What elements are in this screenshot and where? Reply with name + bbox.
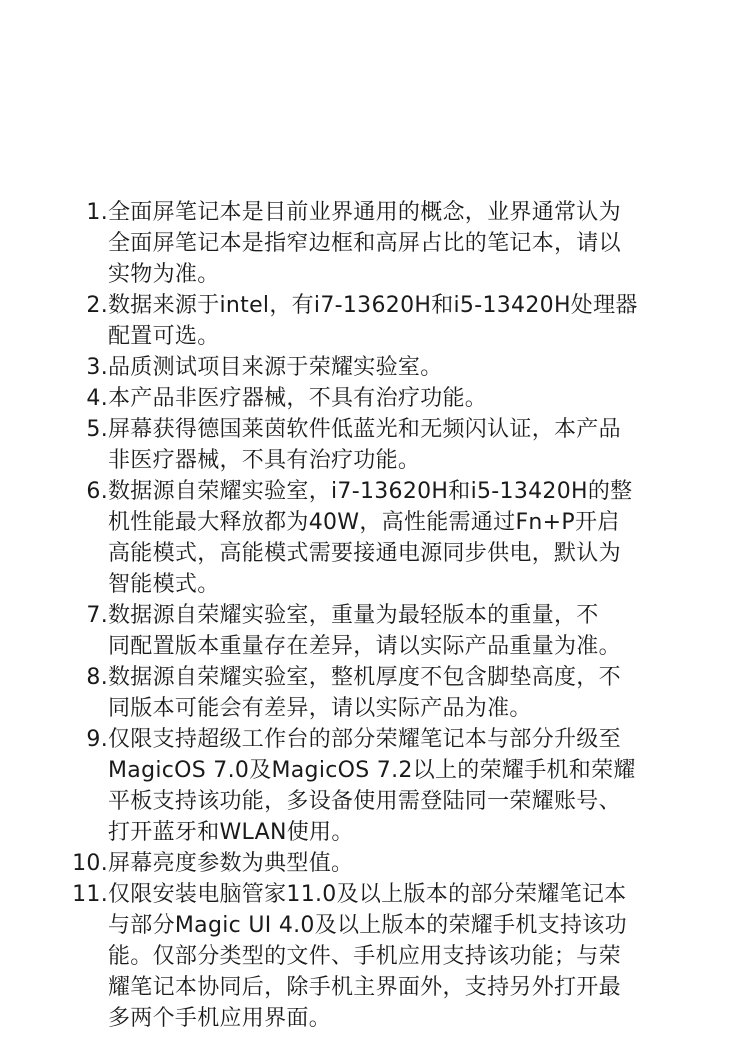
footnote-number: 11.	[72, 882, 108, 907]
footnote-number: 6.	[86, 479, 108, 504]
footnote-3	[68, 352, 668, 383]
footnote-2	[68, 290, 668, 352]
footnote-text: 数据来源于intel，有i7-13620H和i5-13420H处理器 配置可选。	[108, 293, 638, 349]
footnote-6	[68, 476, 668, 600]
footnote-number: 3.	[86, 355, 108, 380]
footnote-5	[68, 414, 668, 476]
footnote-8	[68, 662, 668, 724]
footnote-text: 数据源自荣耀实验室，i7-13620H和i5-13420H的整 机性能最大释放都为40W，高性能需通过Fn+P开启 高能模式，高能模式需要接通电源同步供电，默认为 智能模式。	[108, 479, 633, 597]
footnote-text: 本产品非医疗器械，不具有治疗功能。	[108, 386, 488, 411]
footnote-number: 8.	[86, 665, 108, 690]
footnote-text: 数据源自荣耀实验室，整机厚度不包含脚垫高度，不 同版本可能会有差异，请以实际产品为准。	[108, 665, 621, 721]
footnotes-list	[68, 197, 668, 1034]
footnote-number: 2.	[86, 293, 108, 318]
footnote-1	[68, 197, 668, 290]
footnote-text: 仅限支持超级工作台的部分荣耀笔记本与部分升级至 MagicOS 7.0及MagicOS 7.2以上的荣耀手机和荣耀 平板支持该功能，多设备使用需登陆同一荣耀账号、 打开蓝牙和WLAN使用。	[108, 727, 636, 845]
footnote-11	[68, 879, 668, 1034]
footnote-9	[68, 724, 668, 848]
footnote-4	[68, 383, 668, 414]
footnote-10	[68, 848, 668, 879]
footnote-7	[68, 600, 668, 662]
footnote-text: 屏幕获得德国莱茵软件低蓝光和无频闪认证，本产品 非医疗器械，不具有治疗功能。	[108, 417, 621, 473]
footnote-number: 5.	[86, 417, 108, 442]
footnote-number: 4.	[86, 386, 108, 411]
footnote-text: 数据源自荣耀实验室，重量为最轻版本的重量，不 同配置版本重量存在差异，请以实际产品重量为准。	[108, 603, 621, 659]
footnote-text: 屏幕亮度参数为典型值。	[108, 851, 354, 876]
footnote-number: 10.	[72, 851, 108, 876]
footnote-number: 1.	[86, 200, 108, 225]
footnote-text: 仅限安装电脑管家11.0及以上版本的部分荣耀笔记本 与部分Magic UI 4.0及以上版本的荣耀手机支持该功 能。仅部分类型的文件、手机应用支持该功能；与荣 耀笔记本协同后，除手机主界面外，支持另外打开最 多两个手机应用界面。	[108, 882, 627, 1031]
footnote-number: 9.	[86, 727, 108, 752]
footnote-text: 品质测试项目来源于荣耀实验室。	[108, 355, 443, 380]
footnote-number: 7.	[86, 603, 108, 628]
footnote-text: 全面屏笔记本是目前业界通用的概念，业界通常认为 全面屏笔记本是指窄边框和高屏占比的笔记本，请以 实物为准。	[108, 200, 621, 287]
